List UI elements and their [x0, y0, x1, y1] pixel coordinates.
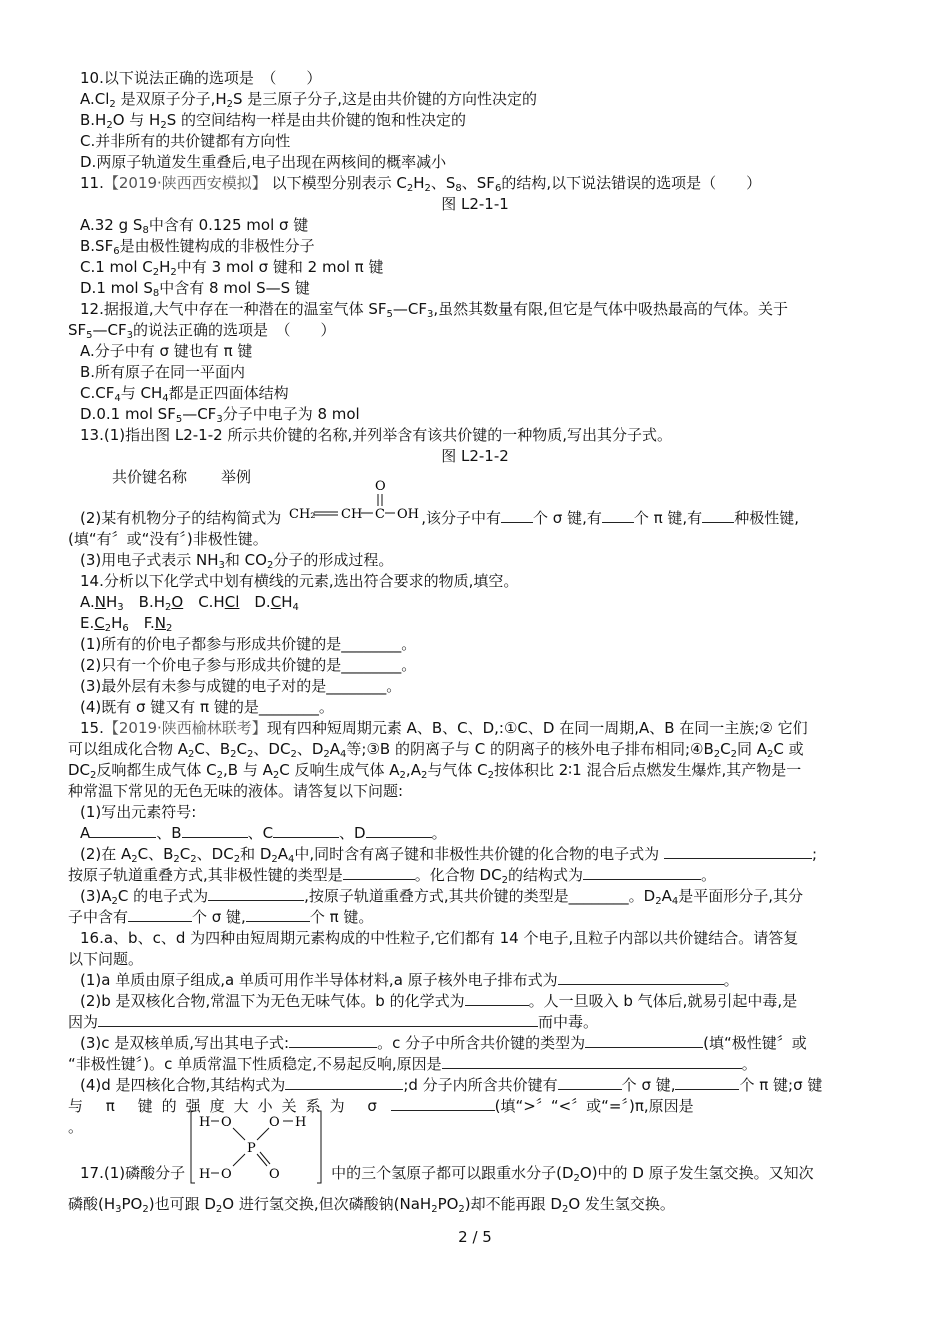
answer-blank-electron-formula[interactable] — [664, 844, 812, 859]
answer-blank-nonpolar-type[interactable] — [343, 865, 415, 880]
figure-caption-l2-1-1: 图 L2-1-1 — [441, 195, 509, 213]
q15-stem-line2: 可以组成化合物 $A_2C$、$B_2C_2$、$DC_2$、$D_2A_4$等;③B 的阴离子与 C 的阴离子的核外电子排布相同$;④B_2C_2$同 $A_2C$ 或 — [68, 740, 804, 760]
answer-blank-a2c-electron[interactable] — [208, 886, 304, 901]
q16-part4-line3: 。 — [68, 1118, 84, 1136]
answer-blank-d-pi[interactable] — [675, 1075, 739, 1090]
q15-part2-line1: (2)在 $A_2C$、$B_2C_2$、$DC_2$和 $D_2A_4$中,同时含有离子键和非极性共价键的化合物的电子式为 ; — [80, 845, 818, 865]
answer-blank-a[interactable] — [90, 823, 156, 838]
answer-blank-b-formula[interactable] — [465, 991, 529, 1006]
figure-caption-l2-1-2: 图 L2-1-2 — [441, 447, 509, 465]
q11-option-a: A.32 g $S_8$中含有 0.125 mol σ 键 — [80, 216, 309, 236]
q13-part3: (3)用电子式表示 $NH_3$和 $CO_2$分子的形成过程。 — [80, 551, 394, 571]
q15-stem-line1: 15.【2019·陕西榆林联考】现有四种短周期元素 A、B、C、D,:①C、D 在同一周期,A、B 在同一主族;② 它们 — [80, 719, 808, 737]
q14-part3: (3)最外层有未参与成键的电子对的是________。 — [80, 677, 402, 695]
q10-stem: 10.以下说法正确的选项是 （ ） — [80, 69, 322, 87]
q12-option-c: $C.CF_4$与 $CH_4$都是正四面体结构 — [80, 384, 289, 404]
svg-text:OH: OH — [397, 507, 420, 522]
q16-part2-line1: (2)b 是双核化合物,常温下为无色无味气体。b 的化学式为 。人一旦吸入 b 气体后,就易引起中毒,是 — [80, 992, 798, 1010]
q16-part1: (1)a 单质由原子组成,a 单质可用作半导体材料,a 原子核外电子排布式为 。 — [80, 971, 739, 989]
q14-options-row1: $A.NH_3$ $B.H_2O$ C.HCl $D.CH_4$ — [80, 593, 299, 613]
q15-part3-line2: 子中含有 个 σ 键, 个 π 键。 — [68, 908, 374, 926]
svg-text:CH₂: CH₂ — [289, 507, 316, 522]
q13-part2-line2: (填“有〞或“没有〞)非极性键。 — [68, 530, 268, 548]
q15-part3-line1: $(3)A_2C$ 的电子式为 ,按原子轨道重叠方式,其共价键的类型是________。$D_2A_4$是平面形分子,其分 — [80, 887, 804, 907]
svg-text:O: O — [375, 479, 386, 494]
q12-stem-line2: $SF_5—CF_3$的说法正确的选项是 （ ） — [68, 321, 336, 341]
q15-part1: (1)写出元素符号: — [80, 803, 197, 821]
answer-blank-sigma-count[interactable] — [501, 508, 533, 523]
q15-source: 【2019·陕西榆林联考】 — [103, 719, 267, 737]
q11-option-c: C.1 mol $C_2H_2$中有 3 mol σ 键和 2 mol π 键 — [80, 258, 384, 278]
q16-part3-line2: “非极性键〞)。c 单质常温下性质稳定,不易起反响,原因是 。 — [68, 1055, 757, 1073]
answer-blank-strength-compare[interactable] — [391, 1096, 495, 1111]
q14-part4: (4)既有 σ 键又有 π 键的是________。 — [80, 698, 334, 716]
col-example: 举例 — [221, 468, 252, 486]
answer-blank-sigma[interactable] — [128, 907, 192, 922]
q11-option-d: D.1 mol $S_8$中含有 8 mol S—S 键 — [80, 279, 310, 299]
q12-option-b: B.所有原子在同一平面内 — [80, 363, 246, 381]
svg-text:O: O — [221, 1115, 232, 1130]
answer-blank-electron-config[interactable] — [558, 970, 724, 985]
answer-blank-poison-reason[interactable] — [98, 1012, 538, 1027]
answer-blank-c[interactable] — [273, 823, 339, 838]
q12-option-a: A.分子中有 σ 键也有 π 键 — [80, 342, 253, 360]
answer-blank-c-electron[interactable] — [289, 1033, 377, 1048]
q12-option-d: D.0.1 mol $SF_5—CF_3$分子中电子为 8 mol — [80, 405, 360, 425]
q11-stem: 11.【2019·陕西西安模拟】 以下模型分别表示 $C_2H_2$、$S_8$、$SF_6$的结构,以下说法错误的选项是（ ） — [80, 174, 762, 194]
q10-option-b: $B.H_2O$ 与 $H_2S$ 的空间结构一样是由共价键的饱和性决定的 — [80, 111, 467, 131]
q14-part1: (1)所有的价电子都参与形成共价键的是________。 — [80, 635, 417, 653]
page-number: 2 / 5 — [458, 1228, 492, 1246]
svg-text:P: P — [247, 1141, 256, 1156]
svg-text:C: C — [375, 507, 386, 522]
q15-part1-answers: A 、B 、C 、D 。 — [80, 824, 447, 842]
q16-stem-line2: 以下问题。 — [68, 950, 144, 968]
q16-part3-line1: (3)c 是双核单质,写出其电子式: 。c 分子中所含共价键的类型为 (填“极性键〞或 — [80, 1034, 807, 1052]
svg-text:H: H — [295, 1115, 307, 1130]
q13-stem: 13.(1)指出图 L2-1-2 所示共价键的名称,并列举含有该共价键的一种物质,写出其分子式。 — [80, 426, 672, 444]
phosphoric-acid-structure — [189, 1109, 335, 1189]
q13-part2: (2)某有机物分子的结构简式为 CH₂ CH C OH O ,该分子中有 个 σ 键,有 个 π 键,有 种极性键, — [80, 479, 799, 527]
answer-blank-d-structure[interactable] — [285, 1075, 403, 1090]
q16-part4-line1: (4)d 是四核化合物,其结构式为 ;d 分子内所含共价键有 个 σ 键, 个 π 键;σ 键 — [80, 1076, 823, 1094]
q10-option-a: $A.Cl_2$ 是双原子分子$,H_2S$ 是三原子分子,这是由共价键的方向性决定的 — [80, 90, 538, 110]
q10-option-d: D.两原子轨道发生重叠后,电子出现在两核间的概率减小 — [80, 153, 447, 171]
q12-stem-line1: 12.据报道,大气中存在一种潜在的温室气体 $SF_5—CF_3$,虽然其数量有限,但它是气体中吸热最高的气体。关于 — [80, 300, 788, 320]
q11-source: 【2019·陕西西安模拟】 — [103, 174, 267, 192]
answer-blank-stability-reason[interactable] — [442, 1054, 742, 1069]
svg-text:O: O — [269, 1115, 280, 1130]
svg-text:O: O — [221, 1167, 232, 1182]
q16-stem-line1: 16.a、b、c、d 为四种由短周期元素构成的中性粒子,它们都有 14 个电子,且粒子内部以共价键结合。请答复 — [80, 929, 799, 947]
col-bond-name: 共价键名称 — [112, 468, 188, 486]
answer-blank-pi[interactable] — [246, 907, 310, 922]
q10-option-c: C.并非所有的共价键都有方向性 — [80, 132, 291, 150]
q17-line2: 磷酸$(H_3PO_2)$也可跟 $D_2O$ 进行氢交换,但次磷酸钠$(NaH_2PO_2)$却不能再跟 $D_2O$ 发生氢交换。 — [68, 1195, 675, 1215]
svg-text:CH: CH — [341, 507, 363, 522]
q15-stem-line4: 种常温下常见的无色无味的液体。请答复以下问题: — [68, 782, 404, 800]
answer-blank-d-sigma[interactable] — [558, 1075, 622, 1090]
q15-part2-line2: 按原子轨道重叠方式,其非极性键的类型是 。化合物 $DC_2$的结构式为 。 — [68, 866, 716, 886]
answer-blank-d[interactable] — [366, 823, 432, 838]
q14-part2: (2)只有一个价电子参与形成共价键的是________。 — [80, 656, 417, 674]
svg-text:O: O — [269, 1167, 280, 1182]
answer-blank-pi-count[interactable] — [602, 508, 634, 523]
q14-stem: 14.分析以下化学式中划有横线的元素,选出符合要求的物质,填空。 — [80, 572, 519, 590]
q16-part2-line2: 因为 而中毒。 — [68, 1013, 599, 1031]
q14-options-row2: $E.C_2H_6$ $F.N_2$ — [80, 614, 173, 634]
q13-table-header — [112, 467, 882, 487]
answer-blank-b[interactable] — [182, 823, 248, 838]
acrylic-acid-structure — [281, 478, 421, 524]
answer-blank-bond-type[interactable] — [585, 1033, 703, 1048]
q17-line1: 17.(1)磷酸分子 H O P O H H O O 中的三个氢原子都可以跟重水分子$(D_2O)$中的 D 原子发生氢交换。又知次 — [80, 1163, 882, 1183]
q15-stem-line3: $DC_2$反响都生成气体 $C_2,B$ 与 $A_2C$ 反响生成气体 $A_2,A_2$与气体 $C_2$按体积比 2∶1 混合后点燃发生爆炸,其产物是一 — [68, 761, 802, 781]
q16-part4-line2: 与 π 键的强度大小关系为 σ (填“>〞“<〞或“=〞)π,原因是 — [68, 1097, 694, 1115]
answer-blank-polar-count[interactable] — [702, 508, 734, 523]
answer-blank-dc2-structure[interactable] — [583, 865, 701, 880]
q11-option-b: $B.SF_6$是由极性键构成的非极性分子 — [80, 237, 315, 257]
svg-text:H: H — [199, 1167, 211, 1182]
svg-text:H: H — [199, 1115, 211, 1130]
